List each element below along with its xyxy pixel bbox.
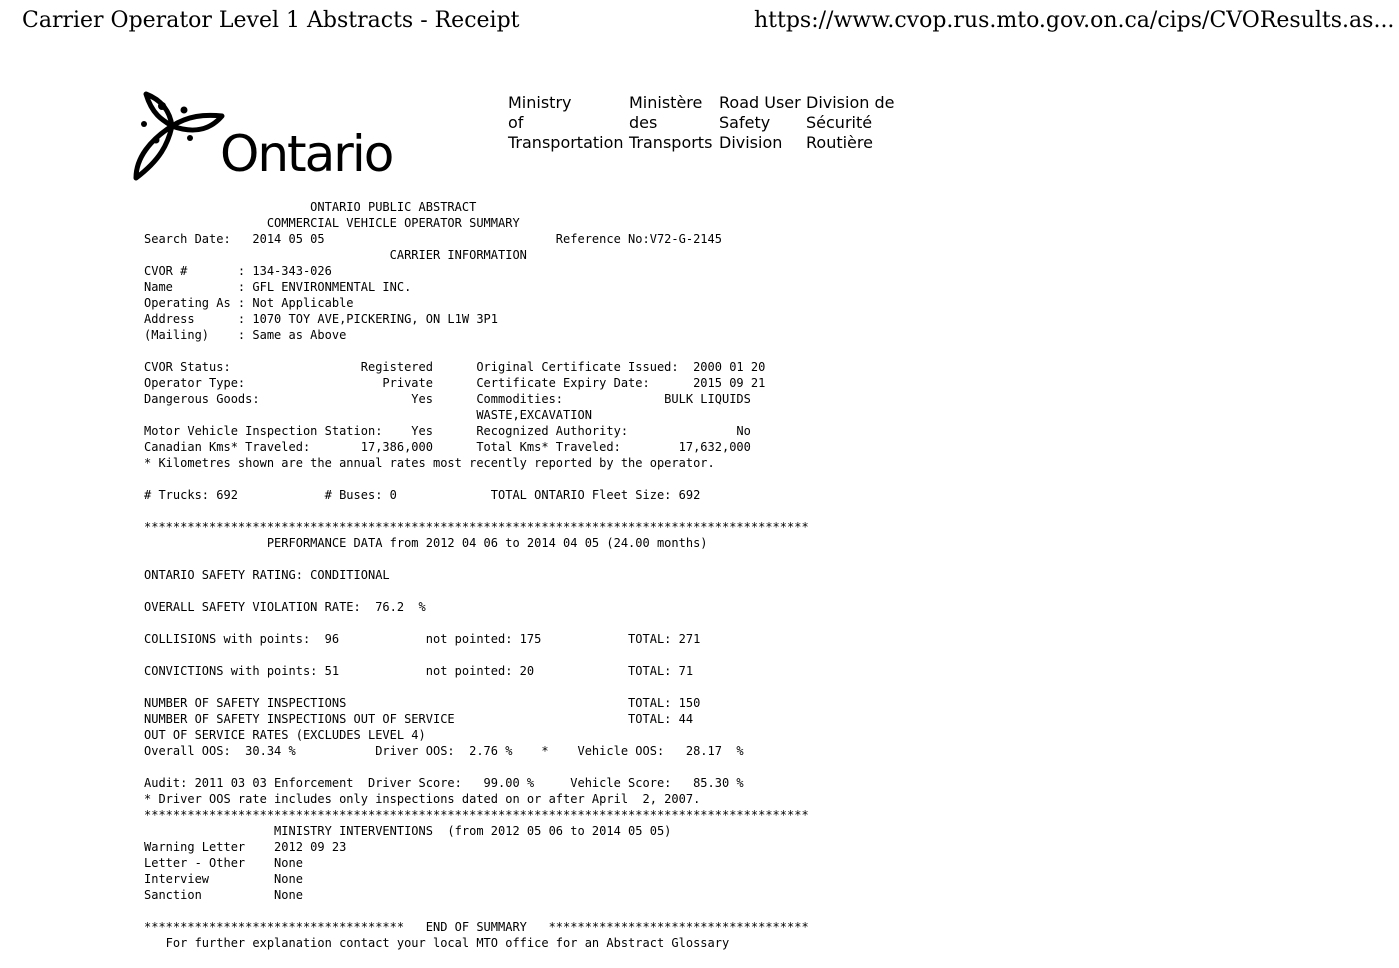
- oos-rates-line: Overall OOS: 30.34 % Driver OOS: 2.76 % * Vehicle OOS: 28.17 %: [144, 744, 744, 758]
- division-text-line: Road User: [719, 93, 801, 112]
- blank-line: [144, 583, 809, 599]
- logo-wordmark: Ontario: [220, 125, 393, 183]
- cvor-number-line: CVOR # : 134-343-026: [144, 264, 332, 278]
- warning-letter-line: Warning Letter 2012 09 23: [144, 840, 347, 854]
- driver-oos-footnote-line: * Driver OOS rate includes only inspections dated on or after April 2, 2007.: [144, 792, 701, 806]
- kms-footnote-line: * Kilometres shown are the annual rates most recently reported by the operator.: [144, 456, 715, 470]
- inspections-line: NUMBER OF SAFETY INSPECTIONS TOTAL: 150: [144, 696, 701, 710]
- inspection-station-line: Motor Vehicle Inspection Station: Yes Recognized Authority: No: [144, 424, 751, 438]
- ministry-text-line: Ministry: [508, 93, 572, 112]
- operator-type-line: Operator Type: Private Certificate Expiry Date: 2015 09 21: [144, 376, 766, 390]
- division-name-english: [719, 93, 801, 153]
- blank-line: [144, 679, 809, 695]
- division-text-line: Sécurité: [806, 113, 873, 132]
- page-url: https://www.cvop.rus.mto.gov.on.ca/cips/CVOResults.as...: [754, 8, 1395, 33]
- page-title: Carrier Operator Level 1 Abstracts - Receipt: [22, 8, 520, 33]
- division-text-line: Division de: [806, 93, 895, 112]
- fleet-size-line: # Trucks: 692 # Buses: 0 TOTAL ONTARIO Fleet Size: 692: [144, 488, 701, 502]
- blank-line: [144, 647, 809, 663]
- performance-heading: PERFORMANCE DATA from 2012 04 06 to 2014 04 05 (24.00 months): [144, 536, 708, 550]
- ministry-text-line: Transports: [629, 133, 713, 152]
- blank-line: [144, 759, 809, 775]
- separator-line: ********************************************************************************************: [144, 808, 809, 822]
- commodities-line: WASTE,EXCAVATION: [144, 408, 592, 422]
- convictions-line: CONVICTIONS with points: 51 not pointed: 20 TOTAL: 71: [144, 664, 694, 678]
- ministry-text-line: des: [629, 113, 658, 132]
- ministry-text-line: Transportation: [508, 133, 624, 152]
- letter-other-line: Letter - Other None: [144, 856, 303, 870]
- audit-line: Audit: 2011 03 03 Enforcement Driver Score: 99.00 % Vehicle Score: 85.30 %: [144, 776, 744, 790]
- blank-line: [144, 343, 809, 359]
- safety-rating-line: ONTARIO SAFETY RATING: CONDITIONAL: [144, 568, 390, 582]
- interventions-heading: MINISTRY INTERVENTIONS (from 2012 05 06 to 2014 05 05): [144, 824, 672, 838]
- ministry-text-line: Ministère: [629, 93, 703, 112]
- glossary-note-line: For further explanation contact your local MTO office for an Abstract Glossary: [144, 936, 730, 950]
- operating-as-line: Operating As : Not Applicable: [144, 296, 354, 310]
- report-title-line: ONTARIO PUBLIC ABSTRACT: [144, 200, 477, 214]
- ministry-name-french: [629, 93, 712, 153]
- mailing-line: (Mailing) : Same as Above: [144, 328, 347, 342]
- report-subtitle-line: COMMERCIAL VEHICLE OPERATOR SUMMARY: [144, 216, 520, 230]
- ontario-logo: [132, 90, 402, 185]
- search-date-line: Search Date: 2014 05 05 Reference No:V72-G-2145: [144, 232, 722, 246]
- violation-rate-line: OVERALL SAFETY VIOLATION RATE: 76.2 %: [144, 600, 426, 614]
- kms-traveled-line: Canadian Kms* Traveled: 17,386,000 Total Kms* Traveled: 17,632,000: [144, 440, 751, 454]
- blank-line: [144, 903, 809, 919]
- dangerous-goods-line: Dangerous Goods: Yes Commodities: BULK LIQUIDS: [144, 392, 751, 406]
- carrier-info-heading: CARRIER INFORMATION: [144, 248, 527, 262]
- address-line: Address : 1070 TOY AVE,PICKERING, ON L1W 3P1: [144, 312, 499, 326]
- carrier-name-line: Name : GFL ENVIRONMENTAL INC.: [144, 280, 412, 294]
- blank-line: [144, 503, 809, 519]
- collisions-line: COLLISIONS with points: 96 not pointed: 175 TOTAL: 271: [144, 632, 701, 646]
- interview-line: Interview None: [144, 872, 303, 886]
- division-text-line: Routière: [806, 133, 873, 152]
- division-name-french: [806, 93, 894, 153]
- cvor-status-line: CVOR Status: Registered Original Certificate Issued: 2000 01 20: [144, 360, 766, 374]
- sanction-line: Sanction None: [144, 888, 303, 902]
- oos-rates-heading: OUT OF SERVICE RATES (EXCLUDES LEVEL 4): [144, 728, 426, 742]
- abstract-report-text: [144, 199, 809, 951]
- separator-line: ********************************************************************************************: [144, 520, 809, 534]
- ministry-name-english: [508, 93, 624, 153]
- end-of-summary-line: ************************************ END OF SUMMARY ************************************: [144, 920, 809, 934]
- division-text-line: Safety: [719, 113, 771, 132]
- ministry-text-line: of: [508, 113, 524, 132]
- division-text-line: Division: [719, 133, 783, 152]
- inspections-oos-line: NUMBER OF SAFETY INSPECTIONS OUT OF SERVICE TOTAL: 44: [144, 712, 694, 726]
- blank-line: [144, 471, 809, 487]
- blank-line: [144, 551, 809, 567]
- trillium-icon: [132, 90, 232, 185]
- blank-line: [144, 615, 809, 631]
